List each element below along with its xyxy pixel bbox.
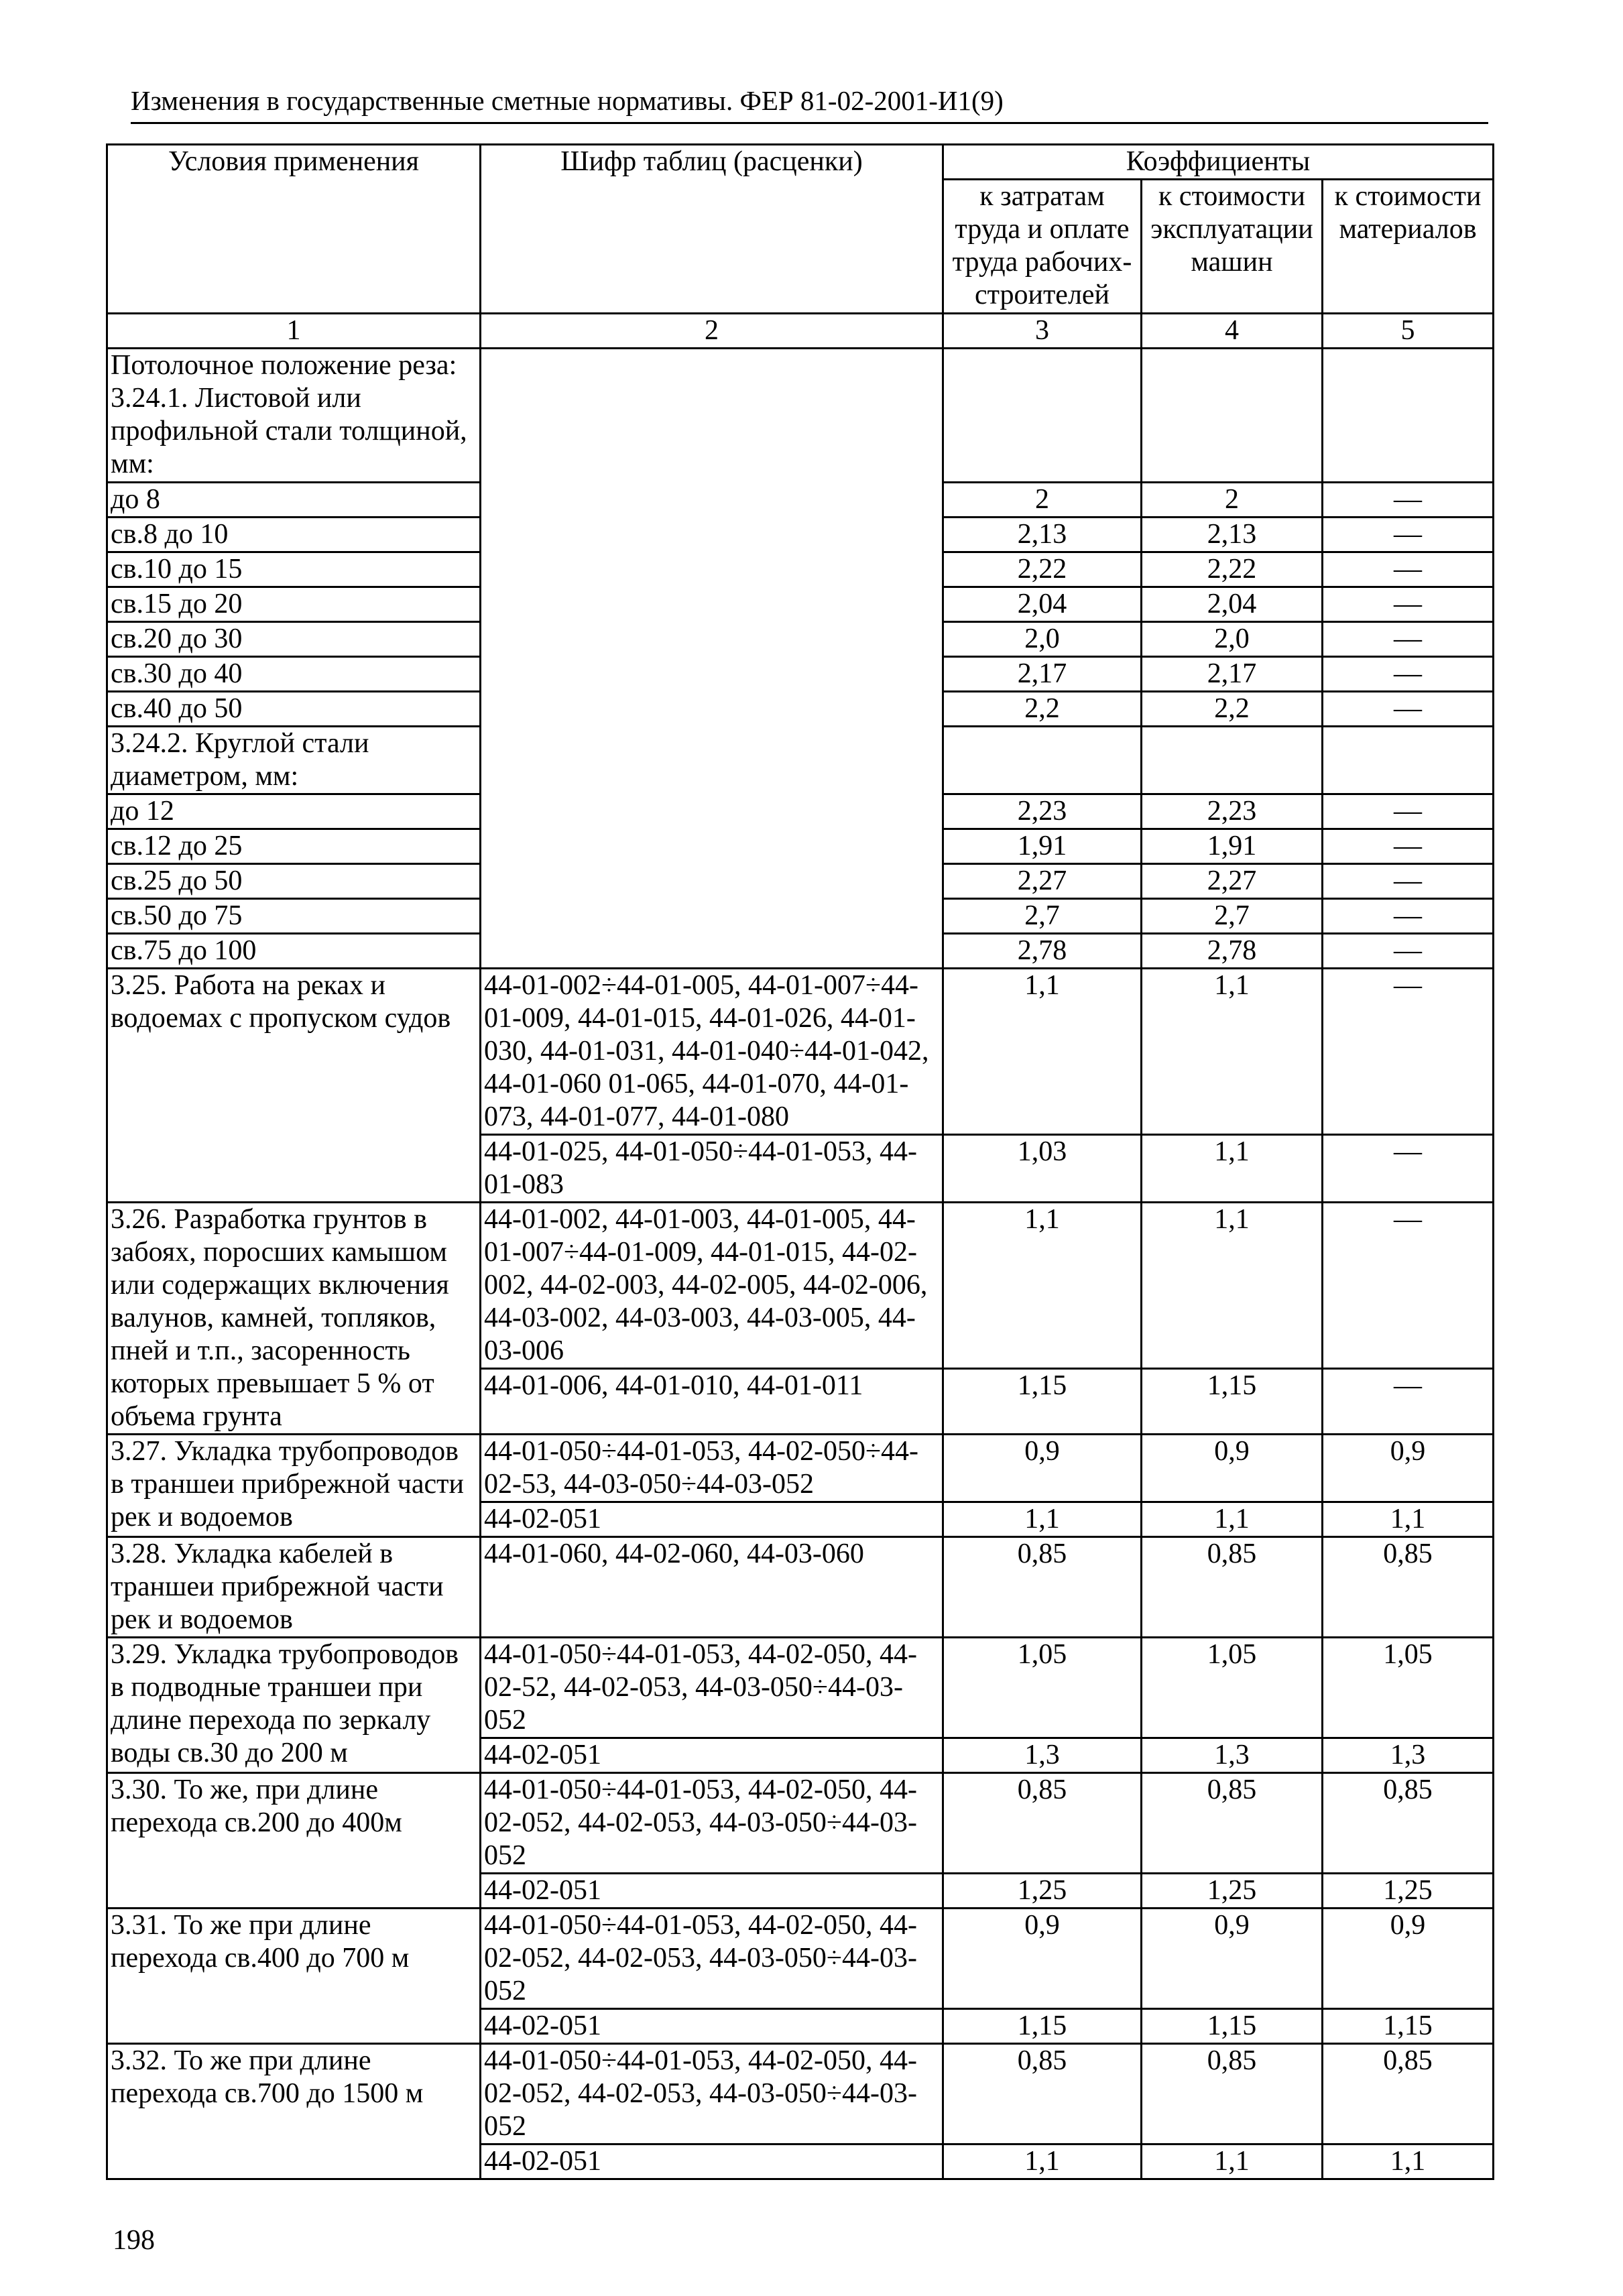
group-row <box>107 349 1494 483</box>
table-row <box>107 1435 1494 1502</box>
materials-value: — <box>1323 934 1494 969</box>
condition-cell: св.30 до 40 <box>107 657 481 692</box>
labor-value: 0,85 <box>943 1537 1142 1638</box>
materials-value: 0,85 <box>1323 2044 1494 2144</box>
condition-cell: 3.27. Укладка трубопроводов в траншеи прибрежной части рек и водоемов <box>107 1435 481 1537</box>
page-header: Изменения в государственные сметные нормативы. ФЕР 81-02-2001-И1(9) <box>131 79 1488 124</box>
machines-value: 1,15 <box>1142 2009 1323 2044</box>
materials-value: — <box>1323 1369 1494 1435</box>
materials-value: — <box>1323 899 1494 934</box>
code-cell: 44-01-060, 44-02-060, 44-03-060 <box>481 1537 943 1638</box>
materials-value: — <box>1323 1203 1494 1369</box>
materials-value: — <box>1323 829 1494 864</box>
materials-value: — <box>1323 622 1494 657</box>
condition-cell: св.40 до 50 <box>107 692 481 727</box>
machines-value: 2 <box>1142 483 1323 518</box>
machines-value: 1,1 <box>1142 1135 1323 1203</box>
labor-value: 2,13 <box>943 518 1142 552</box>
condition-cell: 3.29. Укладка трубопроводов в подводные траншеи при длине перехода по зеркалу воды св.30 до 200 м <box>107 1638 481 1773</box>
code-cell: 44-01-050÷44-01-053, 44-02-050, 44-02-052, 44-02-053, 44-03-050÷44-03-052 <box>481 1909 943 2009</box>
code-cell: 44-01-050÷44-01-053, 44-02-050, 44-02-52, 44-02-053, 44-03-050÷44-03-052 <box>481 1638 943 1738</box>
machines-value: 2,2 <box>1142 692 1323 727</box>
header-row <box>107 145 1494 180</box>
labor-value: 2,04 <box>943 587 1142 622</box>
machines-value: 2,27 <box>1142 864 1323 899</box>
materials-value: 0,9 <box>1323 1435 1494 1502</box>
table-row <box>107 2044 1494 2144</box>
materials-value: — <box>1323 552 1494 587</box>
group-title: Потолочное положение реза: 3.24.1. Листовой или профильной стали толщиной, мм: <box>107 349 481 483</box>
labor-value: 1,1 <box>943 1502 1142 1537</box>
code-cell: 44-02-051 <box>481 2009 943 2044</box>
condition-cell: до 12 <box>107 794 481 829</box>
code-cell: 44-01-006, 44-01-010, 44-01-011 <box>481 1369 943 1435</box>
materials-value: — <box>1323 587 1494 622</box>
code-cell <box>481 483 943 727</box>
materials-value: 0,85 <box>1323 1537 1494 1638</box>
labor-value: 1,1 <box>943 1203 1142 1369</box>
machines-value: 1,3 <box>1142 1738 1323 1773</box>
labor-value: 0,9 <box>943 1435 1142 1502</box>
materials-value: 0,9 <box>1323 1909 1494 2009</box>
table-row <box>107 969 1494 1135</box>
labor-value: 2,0 <box>943 622 1142 657</box>
empty-cell <box>1142 727 1323 794</box>
labor-value: 2,17 <box>943 657 1142 692</box>
machines-value: 0,85 <box>1142 2044 1323 2144</box>
code-cell: 44-01-002÷44-01-005, 44-01-007÷44-01-009, 44-01-015, 44-01-026, 44-01-030, 44-01-031, 44-01-040÷44-01-042, 44-01-060 01-065, 44-01-070, 44-01-073, 44-01-077, 44-01-080 <box>481 969 943 1135</box>
machines-value: 1,15 <box>1142 1369 1323 1435</box>
machines-value: 1,91 <box>1142 829 1323 864</box>
table-row <box>107 1203 1494 1369</box>
labor-value: 1,1 <box>943 2144 1142 2179</box>
empty-cell <box>1323 349 1494 483</box>
code-cell: 44-01-050÷44-01-053, 44-02-050÷44-02-53, 44-03-050÷44-03-052 <box>481 1435 943 1502</box>
machines-value: 2,13 <box>1142 518 1323 552</box>
header-code: Шифр таблиц (расценки) <box>481 145 943 314</box>
code-cell: 44-02-051 <box>481 1502 943 1537</box>
materials-value: 1,25 <box>1323 1874 1494 1909</box>
labor-value: 1,15 <box>943 2009 1142 2044</box>
code-cell: 44-02-051 <box>481 1738 943 1773</box>
materials-value: — <box>1323 1135 1494 1203</box>
materials-value: — <box>1323 794 1494 829</box>
header-conditions: Условия применения <box>107 145 481 314</box>
group-title: 3.24.2. Круглой стали диаметром, мм: <box>107 727 481 794</box>
code-cell: 44-01-025, 44-01-050÷44-01-053, 44-01-083 <box>481 1135 943 1203</box>
empty-cell <box>1142 349 1323 483</box>
machines-value: 2,78 <box>1142 934 1323 969</box>
labor-value: 0,85 <box>943 1773 1142 1874</box>
machines-value: 1,05 <box>1142 1638 1323 1738</box>
code-cell: 44-01-050÷44-01-053, 44-02-050, 44-02-052, 44-02-053, 44-03-050÷44-03-052 <box>481 2044 943 2144</box>
coefficients-table <box>106 143 1494 2180</box>
labor-value: 0,85 <box>943 2044 1142 2144</box>
condition-cell: 3.30. То же, при длине перехода св.200 до 400м <box>107 1773 481 1909</box>
machines-value: 2,23 <box>1142 794 1323 829</box>
empty-cell <box>943 349 1142 483</box>
machines-value: 2,04 <box>1142 587 1323 622</box>
materials-value: — <box>1323 864 1494 899</box>
materials-value: — <box>1323 969 1494 1135</box>
header-coefficients: Коэффициенты <box>943 145 1494 180</box>
condition-cell: 3.26. Разработка грунтов в забоях, поросших камышом или содержащих включения валунов, камней, топляков, пней и т.п., засоренность которых превышает 5 % от объема грунта <box>107 1203 481 1435</box>
table-row <box>107 483 1494 518</box>
machines-value: 1,1 <box>1142 969 1323 1135</box>
machines-value: 2,22 <box>1142 552 1323 587</box>
labor-value: 1,15 <box>943 1369 1142 1435</box>
code-cell: 44-01-002, 44-01-003, 44-01-005, 44-01-007÷44-01-009, 44-01-015, 44-02-002, 44-02-003, 44-02-005, 44-02-006, 44-03-002, 44-03-003, 44-03-005, 44-03-006 <box>481 1203 943 1369</box>
code-cell: 44-02-051 <box>481 1874 943 1909</box>
machines-value: 2,0 <box>1142 622 1323 657</box>
materials-value: 0,85 <box>1323 1773 1494 1874</box>
table-row <box>107 1638 1494 1738</box>
code-cell: 44-02-051 <box>481 2144 943 2179</box>
code-cell <box>481 727 943 969</box>
materials-value: — <box>1323 657 1494 692</box>
col-number: 4 <box>1142 314 1323 349</box>
col-number: 1 <box>107 314 481 349</box>
labor-value: 1,1 <box>943 969 1142 1135</box>
condition-cell: св.75 до 100 <box>107 934 481 969</box>
labor-value: 2 <box>943 483 1142 518</box>
machines-value: 1,25 <box>1142 1874 1323 1909</box>
header-machines: к стоимости эксплуатации машин <box>1142 180 1323 314</box>
group-row <box>107 727 1494 794</box>
code-cell <box>481 349 943 483</box>
machines-value: 1,1 <box>1142 1502 1323 1537</box>
condition-cell: св.10 до 15 <box>107 552 481 587</box>
labor-value: 2,23 <box>943 794 1142 829</box>
machines-value: 1,1 <box>1142 2144 1323 2179</box>
labor-value: 2,2 <box>943 692 1142 727</box>
materials-value: 1,05 <box>1323 1638 1494 1738</box>
condition-cell: до 8 <box>107 483 481 518</box>
machines-value: 0,9 <box>1142 1435 1323 1502</box>
code-cell: 44-01-050÷44-01-053, 44-02-050, 44-02-052, 44-02-053, 44-03-050÷44-03-052 <box>481 1773 943 1874</box>
condition-cell: св.15 до 20 <box>107 587 481 622</box>
condition-cell: св.20 до 30 <box>107 622 481 657</box>
labor-value: 0,9 <box>943 1909 1142 2009</box>
condition-cell: св.50 до 75 <box>107 899 481 934</box>
condition-cell: 3.25. Работа на реках и водоемах с пропуском судов <box>107 969 481 1203</box>
machines-value: 2,7 <box>1142 899 1323 934</box>
labor-value: 1,03 <box>943 1135 1142 1203</box>
materials-value: 1,3 <box>1323 1738 1494 1773</box>
table-row <box>107 1537 1494 1638</box>
condition-cell: св.12 до 25 <box>107 829 481 864</box>
materials-value: — <box>1323 483 1494 518</box>
labor-value: 2,22 <box>943 552 1142 587</box>
materials-value: 1,15 <box>1323 2009 1494 2044</box>
labor-value: 1,25 <box>943 1874 1142 1909</box>
condition-cell: св.25 до 50 <box>107 864 481 899</box>
condition-cell: св.8 до 10 <box>107 518 481 552</box>
machines-value: 0,85 <box>1142 1773 1323 1874</box>
labor-value: 1,05 <box>943 1638 1142 1738</box>
empty-cell <box>1323 727 1494 794</box>
condition-cell: 3.32. То же при длине перехода св.700 до 1500 м <box>107 2044 481 2179</box>
machines-value: 2,17 <box>1142 657 1323 692</box>
col-number: 5 <box>1323 314 1494 349</box>
materials-value: 1,1 <box>1323 2144 1494 2179</box>
header-labor: к затратам труда и оплате труда рабочих-строителей <box>943 180 1142 314</box>
page-number: 198 <box>113 2225 155 2256</box>
materials-value: — <box>1323 692 1494 727</box>
labor-value: 1,91 <box>943 829 1142 864</box>
machines-value: 1,1 <box>1142 1203 1323 1369</box>
labor-value: 1,3 <box>943 1738 1142 1773</box>
machines-value: 0,85 <box>1142 1537 1323 1638</box>
empty-cell <box>943 727 1142 794</box>
labor-value: 2,27 <box>943 864 1142 899</box>
condition-cell: 3.31. То же при длине перехода св.400 до 700 м <box>107 1909 481 2044</box>
table-row <box>107 1909 1494 2009</box>
machines-value: 0,9 <box>1142 1909 1323 2009</box>
materials-value: — <box>1323 518 1494 552</box>
labor-value: 2,7 <box>943 899 1142 934</box>
labor-value: 2,78 <box>943 934 1142 969</box>
condition-cell: 3.28. Укладка кабелей в траншеи прибрежной части рек и водоемов <box>107 1537 481 1638</box>
col-number: 3 <box>943 314 1142 349</box>
column-numbers-row <box>107 314 1494 349</box>
col-number: 2 <box>481 314 943 349</box>
materials-value: 1,1 <box>1323 1502 1494 1537</box>
header-materials: к стоимости материалов <box>1323 180 1494 314</box>
table-row <box>107 1773 1494 1874</box>
